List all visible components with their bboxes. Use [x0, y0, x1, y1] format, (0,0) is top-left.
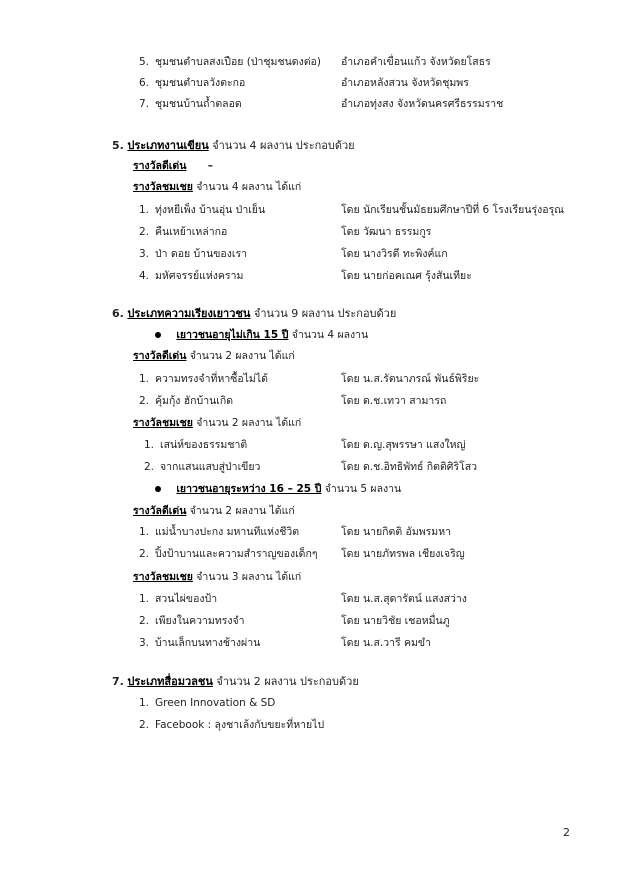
award-label: รางวัลดีเด่น [133, 350, 187, 362]
award-excellent-row [0, 346, 628, 366]
section-desc: จำนวน 4 ผลงาน ประกอบด้วย [212, 139, 355, 152]
age-group-desc: จำนวน 5 ผลงาน [324, 483, 402, 495]
section-desc: จำนวน 2 ผลงาน ประกอบด้วย [216, 675, 359, 688]
list-item: 1. Green Innovation & SD [138, 697, 276, 709]
page-number: 2 [563, 826, 570, 839]
section-title: ประเภทงานเขียน [127, 139, 209, 152]
list-item: 3. บ้านเล็กบนทางช้างผ่าน โดย น.ส.วารี คมขำ [138, 637, 431, 649]
section-heading [0, 672, 628, 692]
section-title: ประเภทความเรียงเยาวชน [127, 307, 251, 320]
award-desc: จำนวน 2 ผลงาน ได้แก่ [196, 417, 302, 429]
award-honor-row [0, 177, 628, 197]
list-item: 6. ชุมชนตำบลวังตะกอ อำเภอหลังสวน จังหวัดชุมพร [138, 77, 469, 89]
award-value: – [207, 160, 213, 172]
list-item: 2. จากแสนแสบสู่ป่าเขียว โดย ด.ช.อิทธิพัทธ์ กิตติศิริโสว [143, 461, 478, 473]
section-title: ประเภทสื่อมวลชน [127, 675, 213, 688]
list-item: 2. เพียงในความทรงจำ โดย นายวิชัย เชอหมื่นภู [138, 615, 450, 627]
age-group-label: เยาวชนอายุระหว่าง 16 – 25 ปี [176, 483, 322, 495]
award-desc: จำนวน 3 ผลงาน ได้แก่ [196, 571, 302, 583]
section-heading [0, 136, 628, 156]
award-label: รางวัลดีเด่น [133, 160, 187, 172]
section-number: 7. [112, 675, 124, 688]
age-group-row [0, 479, 628, 499]
list-item: 2. คุ้มกุ้ง ฮักบ้านเกิด โดย ด.ช.เทวา สามารถ [138, 395, 447, 407]
award-excellent-row [0, 501, 628, 521]
section-desc: จำนวน 9 ผลงาน ประกอบด้วย [253, 307, 397, 320]
bullet-icon [155, 332, 161, 338]
list-item: 1. เสน่ห์ของธรรมชาติ โดย ด.ญ.สุพรรษา แสงใหญ่ [143, 439, 466, 451]
list-item: 1. แม่น้ำบางปะกง มหานทีแห่งชีวิต โดย นายกิตติ อัมพรมหา [138, 526, 452, 538]
award-label: รางวัลชมเชย [133, 417, 193, 429]
list-item: 1. สวนไผ่ของป้า โดย น.ส.สุดารัตน์ แสงสว่าง [138, 593, 467, 605]
section-number: 5. [112, 139, 124, 152]
award-honor-row [0, 567, 628, 587]
list-item: 1. ทุ่งหยีเพ็ง บ้านอุ่น ป่าเย็น โดย นักเรียนชั้นมัธยมศึกษาปีที่ 6 โรงเรียนรุ่งอรุณ [138, 204, 564, 216]
list-item: 2. ปิ้งป้าบานและความสำราญของเด็กๆ โดย นายภัทรพล เชียงเจริญ [138, 548, 465, 560]
age-group-label: เยาวชนอายุไม่เกิน 15 ปี [176, 329, 289, 341]
age-group-row [0, 325, 628, 345]
list-item: 7. ชุมชนบ้านถ้ำตลอด อำเภอทุ่งสง จังหวัดนครศรีธรรมราช [138, 98, 504, 110]
section-heading [0, 304, 628, 324]
section-number: 6. [112, 307, 124, 320]
list-item: 1. ความทรงจำที่หาซื้อไม่ได้ โดย น.ส.รัตนาภรณ์ พันธ์พิริยะ [138, 373, 480, 385]
list-item: 3. ป่า ดอย บ้านของเรา โดย นางวิรดี ทะพิงค์แก [138, 248, 448, 260]
award-desc: จำนวน 2 ผลงาน ได้แก่ [189, 505, 295, 517]
age-group-desc: จำนวน 4 ผลงาน [291, 329, 369, 341]
list-item: 2. คืนเหย้าเหล่ากอ โดย วัฒนา ธรรมกูร [138, 226, 432, 238]
award-desc: จำนวน 2 ผลงาน ได้แก่ [189, 350, 295, 362]
award-label: รางวัลชมเชย [133, 571, 193, 583]
award-excellent-row [0, 156, 628, 176]
award-label: รางวัลดีเด่น [133, 505, 187, 517]
award-honor-row [0, 413, 628, 433]
list-item: 2. Facebook : ลุงชาเล้งกับขยะที่หายไป [138, 719, 325, 731]
bullet-icon [155, 486, 161, 492]
award-label: รางวัลชมเชย [133, 181, 193, 193]
list-item: 5. ชุมชนตำบลสงเปือย (ป่าชุมชนดงต่อ) อำเภอคำเขื่อนแก้ว จังหวัดยโสธร [138, 56, 491, 68]
award-desc: จำนวน 4 ผลงาน ได้แก่ [196, 181, 302, 193]
list-item: 4. มหัศจรรย์แห่งคราม โดย นายก่อคเณศ รุ้งสันเทียะ [138, 270, 472, 282]
